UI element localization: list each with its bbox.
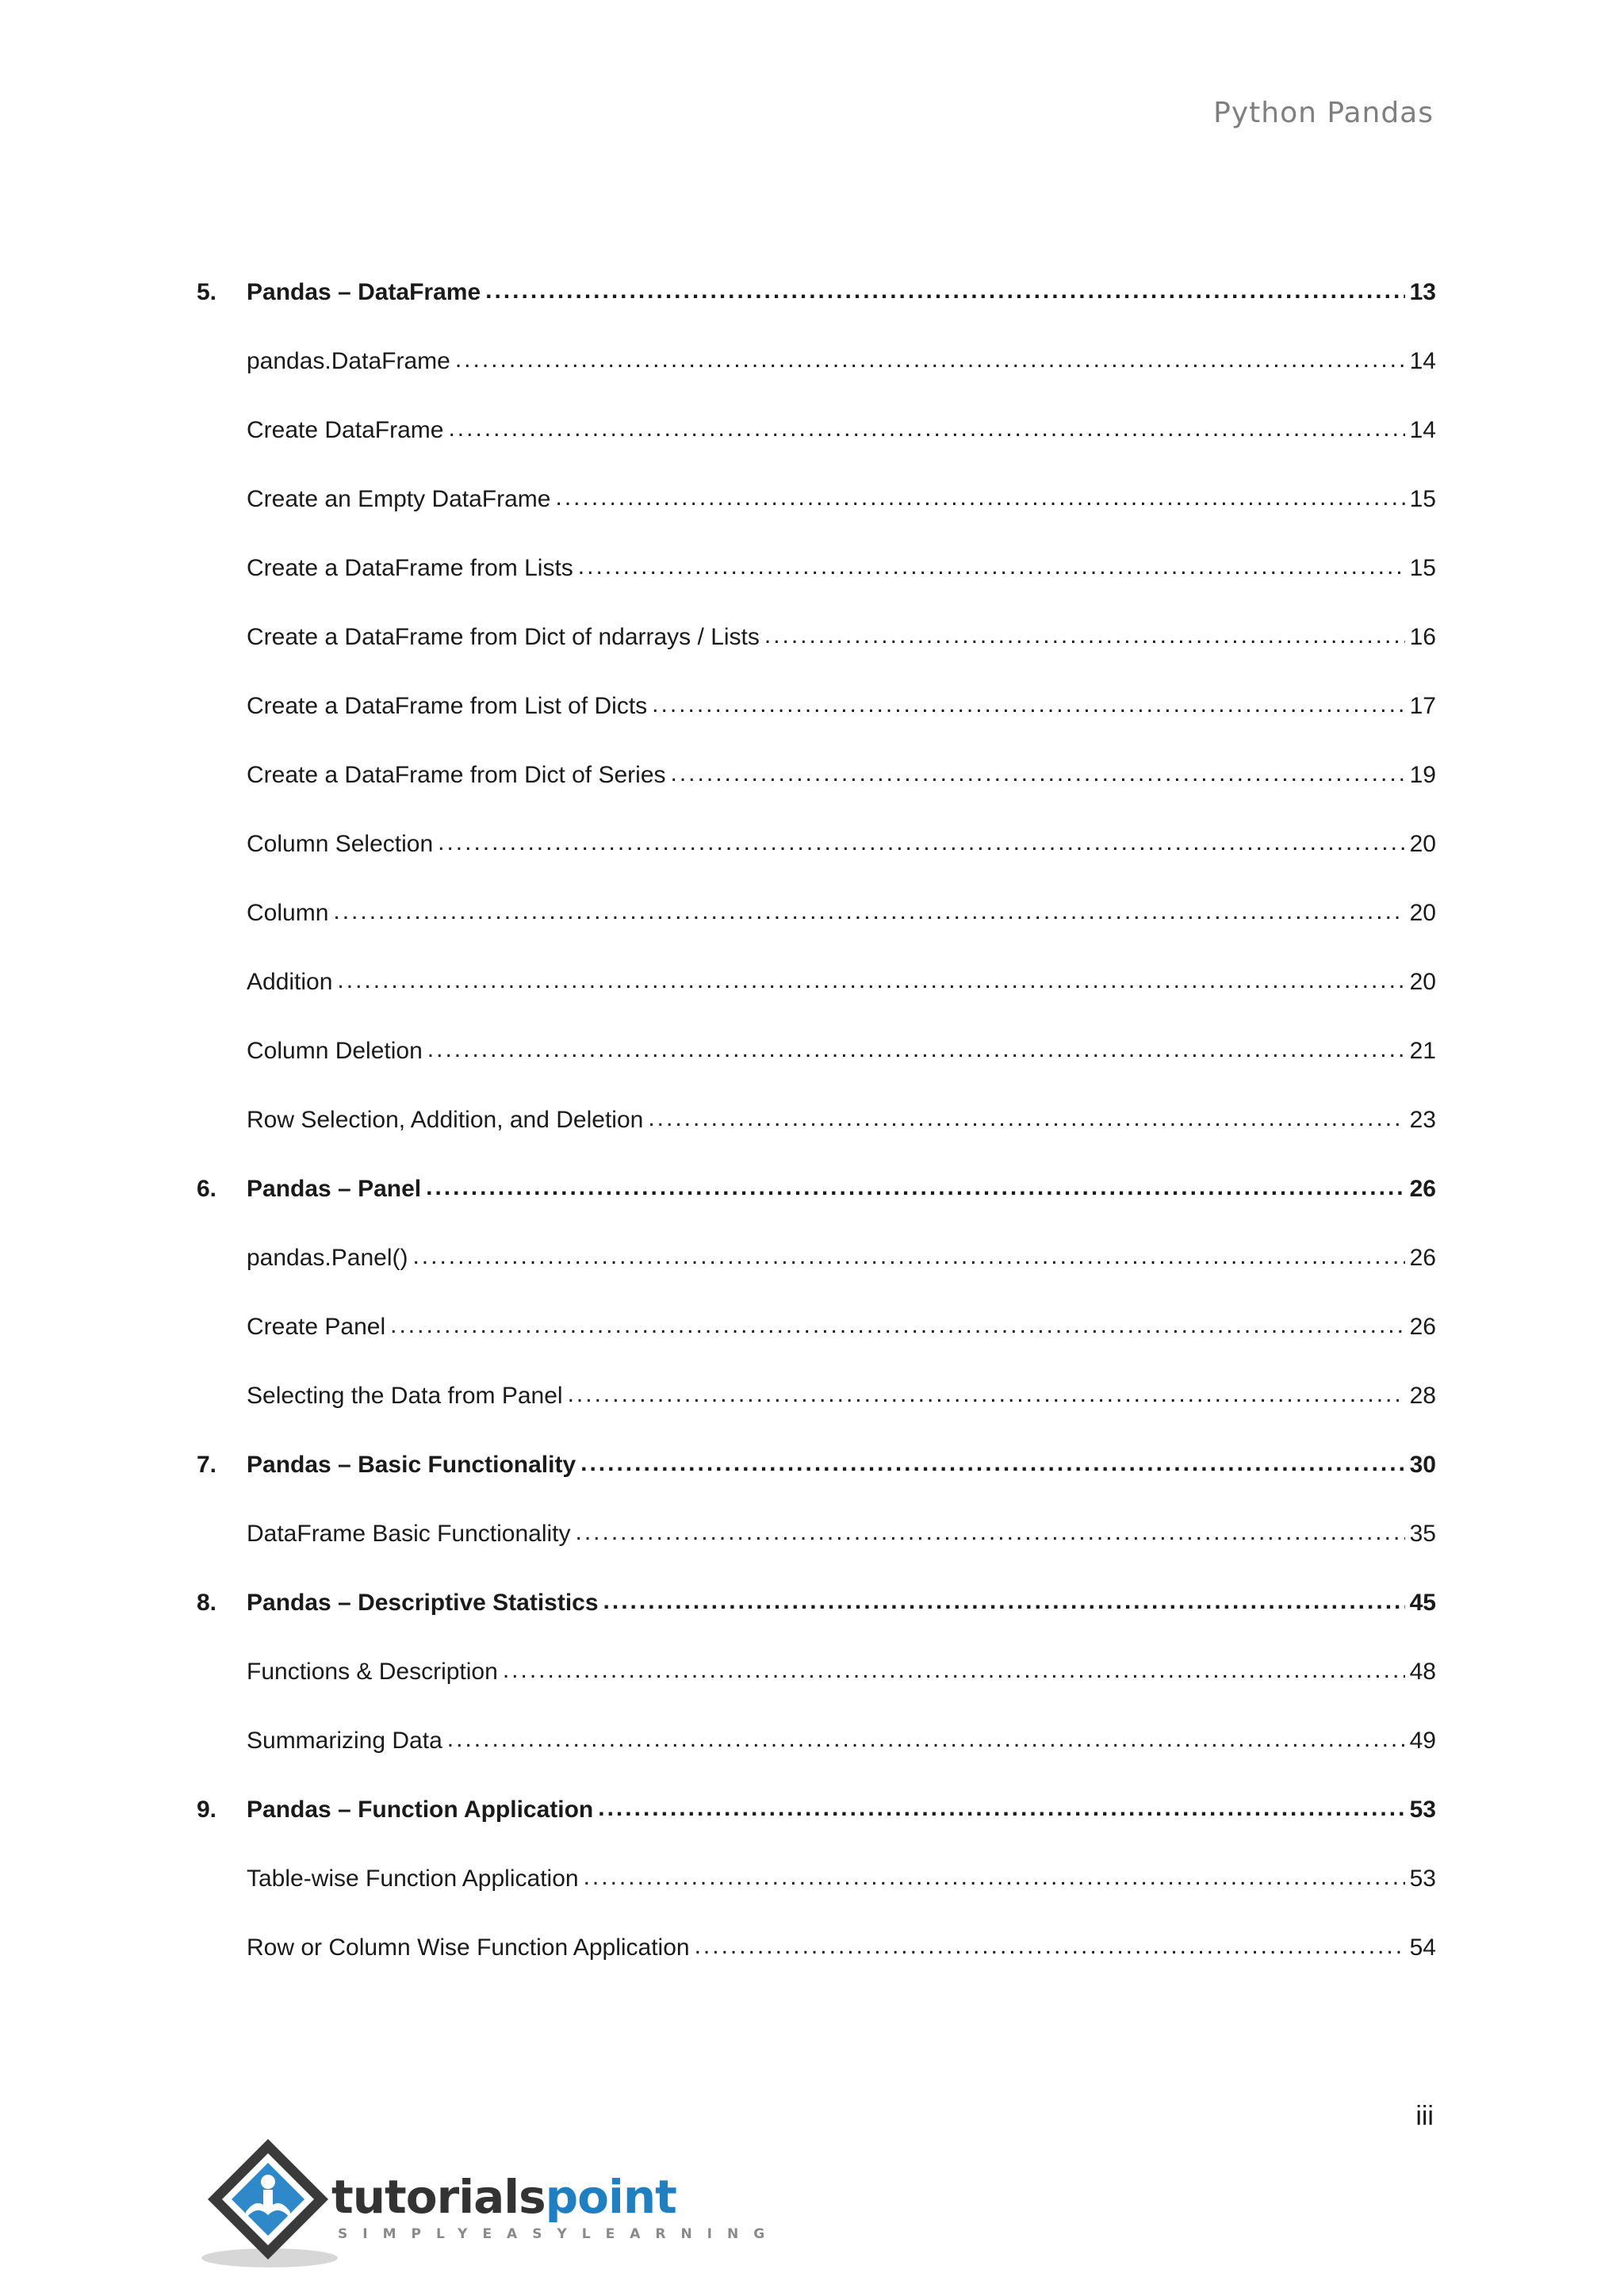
logo-word-point: point bbox=[545, 2170, 676, 2224]
toc-chapter-entry[interactable] bbox=[197, 1797, 1436, 1866]
toc-dot-leader bbox=[485, 277, 1404, 304]
toc-entry-page: 20 bbox=[1409, 969, 1436, 995]
toc-dot-leader bbox=[584, 1864, 1405, 1891]
toc-entry-page: 19 bbox=[1409, 762, 1436, 788]
toc-entry-page: 45 bbox=[1409, 1590, 1436, 1616]
toc-dot-leader bbox=[412, 1243, 1404, 1270]
toc-dot-leader bbox=[568, 1381, 1405, 1408]
toc-dot-leader bbox=[438, 829, 1405, 856]
toc-dot-leader bbox=[447, 1726, 1405, 1753]
toc-section-entry[interactable] bbox=[197, 969, 1436, 1038]
toc-dot-leader bbox=[648, 1105, 1404, 1132]
toc-entry-page: 35 bbox=[1409, 1521, 1436, 1547]
toc-entry-title: Create a DataFrame from Dict of Series bbox=[247, 762, 666, 788]
toc-entry-title: Column bbox=[247, 900, 329, 926]
toc-section-entry[interactable] bbox=[197, 1107, 1436, 1176]
toc-dot-leader bbox=[652, 691, 1404, 718]
toc-section-entry[interactable] bbox=[197, 624, 1436, 693]
toc-entry-page: 48 bbox=[1409, 1659, 1436, 1685]
toc-entry-number: 8. bbox=[197, 1590, 217, 1616]
toc-entry-title: Create an Empty DataFrame bbox=[247, 486, 551, 512]
toc-entry-page: 16 bbox=[1409, 624, 1436, 650]
toc-entry-number: 5. bbox=[197, 279, 217, 305]
toc-chapter-entry[interactable] bbox=[197, 279, 1436, 348]
toc-entry-title: Summarizing Data bbox=[247, 1728, 442, 1754]
toc-section-entry[interactable] bbox=[197, 1038, 1436, 1107]
toc-entry-page: 28 bbox=[1409, 1383, 1436, 1409]
logo-tagline: SIMPLYEASYLEARNING bbox=[338, 2226, 780, 2242]
toc-entry-title: Addition bbox=[247, 969, 333, 995]
logo-word-tutorials: tutorials bbox=[331, 2170, 546, 2224]
toc-dot-leader bbox=[337, 967, 1404, 994]
toc-dot-leader bbox=[764, 622, 1405, 649]
toc-entry-title: pandas.DataFrame bbox=[247, 348, 450, 374]
toc-dot-leader bbox=[671, 760, 1405, 787]
toc-dot-leader bbox=[578, 553, 1405, 580]
running-header: Python Pandas bbox=[1213, 97, 1434, 129]
toc-section-entry[interactable] bbox=[197, 1383, 1436, 1452]
toc-entry-title: Create DataFrame bbox=[247, 417, 444, 443]
toc-dot-leader bbox=[390, 1312, 1405, 1339]
toc-entry-number: 9. bbox=[197, 1797, 217, 1823]
toc-section-entry[interactable] bbox=[197, 1728, 1436, 1797]
toc-section-entry[interactable] bbox=[197, 831, 1436, 900]
toc-entry-title: DataFrame Basic Functionality bbox=[247, 1521, 571, 1547]
toc-section-entry[interactable] bbox=[197, 555, 1436, 624]
toc-dot-leader bbox=[455, 346, 1405, 373]
toc-dot-leader bbox=[555, 484, 1404, 511]
toc-entry-title: Pandas – Panel bbox=[247, 1176, 422, 1202]
toc-entry-title: Create a DataFrame from List of Dicts bbox=[247, 693, 648, 719]
toc-entry-page: 20 bbox=[1409, 831, 1436, 857]
toc-entry-page: 23 bbox=[1409, 1107, 1436, 1133]
toc-entry-page: 17 bbox=[1409, 693, 1436, 719]
toc-entry-title: Table-wise Function Application bbox=[247, 1866, 579, 1892]
toc-entry-title: Row Selection, Addition, and Deletion bbox=[247, 1107, 644, 1133]
toc-dot-leader bbox=[333, 898, 1404, 925]
toc-entry-page: 13 bbox=[1409, 279, 1436, 305]
toc-entry-page: 14 bbox=[1409, 348, 1436, 374]
toc-entry-page: 30 bbox=[1409, 1452, 1436, 1478]
toc-entry-title: Pandas – Descriptive Statistics bbox=[247, 1590, 599, 1616]
toc-dot-leader bbox=[503, 1657, 1405, 1684]
toc-dot-leader bbox=[598, 1795, 1404, 1822]
toc-entry-number: 7. bbox=[197, 1452, 217, 1478]
toc-section-entry[interactable] bbox=[197, 1314, 1436, 1383]
toc-entry-page: 53 bbox=[1409, 1866, 1436, 1892]
tutorialspoint-logo bbox=[197, 2133, 780, 2275]
toc-dot-leader bbox=[448, 415, 1404, 442]
toc-entry-page: 53 bbox=[1409, 1797, 1436, 1823]
toc-section-entry[interactable] bbox=[197, 1521, 1436, 1590]
logo-emblem-icon bbox=[197, 2133, 339, 2275]
toc-dot-leader bbox=[603, 1588, 1405, 1615]
toc-section-entry[interactable] bbox=[197, 1866, 1436, 1934]
toc-entry-page: 20 bbox=[1409, 900, 1436, 926]
toc-entry-title: Selecting the Data from Panel bbox=[247, 1383, 563, 1409]
toc-entry-page: 26 bbox=[1409, 1245, 1436, 1271]
toc-section-entry[interactable] bbox=[197, 693, 1436, 762]
toc-entry-title: Pandas – Basic Functionality bbox=[247, 1452, 576, 1478]
toc-section-entry[interactable] bbox=[197, 348, 1436, 417]
toc-dot-leader bbox=[576, 1519, 1405, 1546]
toc-entry-title: Row or Column Wise Function Application bbox=[247, 1934, 690, 1961]
toc-entry-title: Create Panel bbox=[247, 1314, 386, 1340]
toc-entry-title: Create a DataFrame from Dict of ndarrays / Lists bbox=[247, 624, 760, 650]
logo-wordmark bbox=[331, 2170, 676, 2224]
toc-section-entry[interactable] bbox=[197, 762, 1436, 831]
toc-entry-page: 49 bbox=[1409, 1728, 1436, 1754]
toc-entry-page: 14 bbox=[1409, 417, 1436, 443]
toc-chapter-entry[interactable] bbox=[197, 1590, 1436, 1659]
toc-entry-title: Column Deletion bbox=[247, 1038, 423, 1064]
table-of-contents bbox=[197, 279, 1436, 2003]
toc-dot-leader bbox=[695, 1933, 1405, 1960]
toc-section-entry[interactable] bbox=[197, 1659, 1436, 1728]
toc-dot-leader bbox=[426, 1174, 1405, 1201]
toc-entry-title: Pandas – DataFrame bbox=[247, 279, 481, 305]
toc-entry-title: Create a DataFrame from Lists bbox=[247, 555, 573, 581]
toc-entry-page: 21 bbox=[1409, 1038, 1436, 1064]
toc-entry-page: 54 bbox=[1409, 1934, 1436, 1961]
toc-section-entry[interactable] bbox=[197, 900, 1436, 969]
toc-entry-page: 15 bbox=[1409, 555, 1436, 581]
page-number: iii bbox=[1415, 2101, 1434, 2131]
toc-entry-page: 26 bbox=[1409, 1314, 1436, 1340]
toc-chapter-entry[interactable] bbox=[197, 1452, 1436, 1521]
toc-entry-number: 6. bbox=[197, 1176, 217, 1202]
toc-entry-page: 15 bbox=[1409, 486, 1436, 512]
toc-dot-leader bbox=[580, 1450, 1405, 1477]
toc-entry-page: 26 bbox=[1409, 1176, 1436, 1202]
toc-chapter-entry[interactable] bbox=[197, 1176, 1436, 1245]
toc-entry-title: Pandas – Function Application bbox=[247, 1797, 594, 1823]
toc-dot-leader bbox=[427, 1036, 1405, 1063]
toc-entry-title: Functions & Description bbox=[247, 1659, 498, 1685]
toc-section-entry[interactable] bbox=[197, 1934, 1436, 2003]
toc-entry-title: Column Selection bbox=[247, 831, 434, 857]
toc-entry-title: pandas.Panel() bbox=[247, 1245, 408, 1271]
toc-section-entry[interactable] bbox=[197, 1245, 1436, 1314]
toc-section-entry[interactable] bbox=[197, 486, 1436, 555]
toc-section-entry[interactable] bbox=[197, 417, 1436, 486]
